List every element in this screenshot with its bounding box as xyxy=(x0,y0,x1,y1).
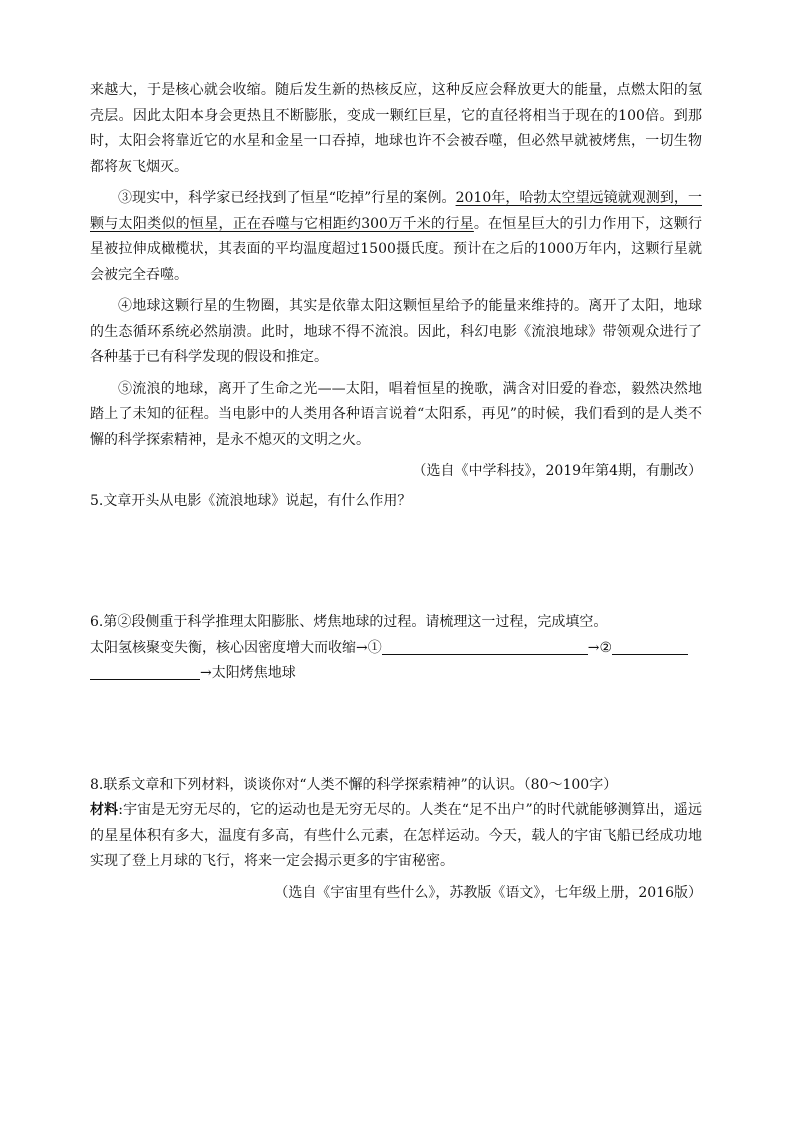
paragraph-3-intro: ③现实中，科学家已经找到了恒星“吃掉”行星的案例。 xyxy=(118,190,456,206)
paragraph-5: ⑤流浪的地球，离开了生命之光——太阳，唱着恒星的挽歌，满含对旧爱的眷恋，毅然决然地踏上了未知的征程。当电影中的人类用各种语言说着“太阳系，再见”的时候，我们看到的是人类不懈的科学探索精神，是永不熄灭的文明之火。 xyxy=(90,380,702,448)
paragraph-3 xyxy=(90,186,702,288)
paragraph-2-continued: 来越大，于是核心就会收缩。随后发生新的热核反应，这种反应会释放更大的能量，点燃太阳的氢壳层。因此太阳本身会更热且不断膨胀，变成一颗红巨星，它的直径将相当于现在的100倍。到那时，太阳会将靠近它的水星和金星一口吞掉，地球也许不会被吞噬，但必然早就被烤焦，一切生物都将灰飞烟灭。 xyxy=(90,82,702,175)
underlined-sentence: 2010年，哈勃太空望远镜就观测到，一颗与太阳类似的恒星，正在吞噬与它相距约300万千米的行星 xyxy=(90,190,702,232)
material-source: （选自《宇宙里有些什么》，苏教版《语文》，七年级上册，2016版） xyxy=(274,884,702,901)
article-source: （选自《中学科技》，2019年第4期，有删改） xyxy=(412,463,702,479)
blank-1[interactable] xyxy=(382,640,588,655)
flow-step-text: 太阳氢核聚变失衡，核心因密度增大而收缩→① xyxy=(90,639,382,656)
blank-2-start[interactable] xyxy=(612,640,688,655)
paragraph-3-rest: 。在恒星巨大的引力作用下，这颗行星被拉伸成橄榄状，其表面的平均温度超过1500摄氏度。预计在之后的1000万年内，这颗行星就会被完全吞噬。 xyxy=(90,215,702,283)
material-label: 材料 xyxy=(90,802,119,818)
answer-space-5[interactable] xyxy=(90,514,702,606)
question-6-flow-line-1 xyxy=(90,636,702,662)
material-text: :宇宙是无穷无尽的，它的运动也是无穷无尽的。人类在“足不出户”的时代就能够测算出，遥远的星星体积有多大，温度有多高，有些什么元素，在怎样运动。今天，载人的宇宙飞船已经成功地实现了登上月球的飞行，将来一定会揭示更多的宇宙秘密。 xyxy=(90,802,703,869)
document-page xyxy=(90,78,702,906)
question-8: 8.联系文章和下列材料，谈谈你对“人类不懈的科学探索精神”的认识。（80～100字） xyxy=(90,776,618,793)
question-6: 6.第②段侧重于科学推理太阳膨胀、烤焦地球的过程。请梳理这一过程，完成填空。 xyxy=(90,614,608,630)
answer-space-7[interactable] xyxy=(90,691,702,769)
question-5: 5.文章开头从电影《流浪地球》说起，有什么作用？ xyxy=(90,492,412,509)
paragraph-4: ④地球这颗行星的生物圈，其实是依靠太阳这颗恒星给予的能量来维持的。离开了太阳，地球的生态循环系统必然崩溃。此时，地球不得不流浪。因此，科幻电影《流浪地球》带领观众进行了各种基于已有科学发现的假设和推定。 xyxy=(90,298,702,365)
question-6-flow-line-2 xyxy=(90,661,702,687)
blank-2-end[interactable] xyxy=(90,665,200,680)
material-paragraph xyxy=(90,798,702,875)
flow-end-text: →太阳烤焦地球 xyxy=(200,665,296,681)
flow-arrow-2: →② xyxy=(587,639,613,656)
